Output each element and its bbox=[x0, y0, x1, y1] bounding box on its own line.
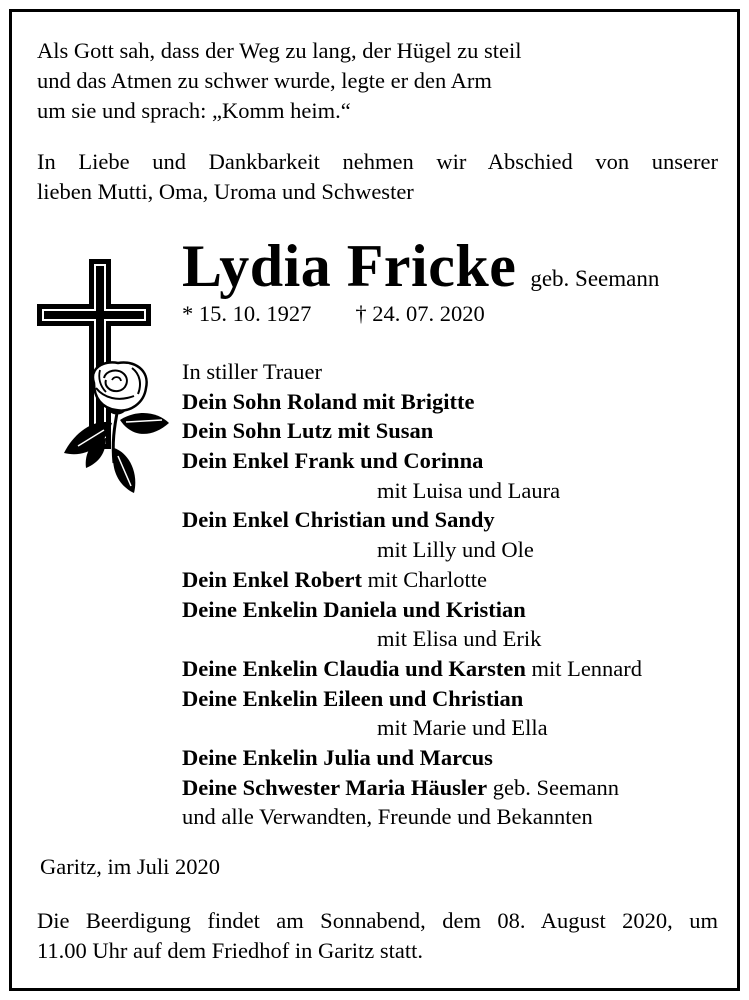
mourner-row bbox=[182, 624, 732, 654]
rose-icon bbox=[64, 362, 169, 493]
verse-line: und das Atmen zu schwer wurde, legte er den Arm bbox=[37, 68, 492, 93]
mourner-name: Dein Enkel Christian und Sandy bbox=[182, 507, 495, 533]
obituary-frame bbox=[9, 9, 740, 991]
mourner-name: Deine Enkelin Julia und Marcus bbox=[182, 744, 493, 770]
intro-line: In Liebe und Dankbarkeit nehmen wir Abschied von unserer bbox=[37, 149, 718, 174]
mourner-children: mit Luisa und Laura bbox=[377, 477, 561, 503]
mourners-heading: In stiller Trauer bbox=[182, 359, 322, 384]
cross-icon bbox=[34, 248, 174, 498]
mourner-row bbox=[182, 595, 732, 625]
mourner-row bbox=[182, 535, 732, 565]
intro-line: lieben Mutti, Oma, Uroma und Schwester bbox=[37, 179, 414, 204]
birth-date: * 15. 10. 1927 bbox=[182, 301, 312, 326]
mourner-children: mit Marie und Ella bbox=[377, 715, 548, 741]
mourner-name: Dein Sohn Lutz mit Susan bbox=[182, 418, 434, 444]
mourner-name: Dein Sohn Roland mit Brigitte bbox=[182, 388, 475, 414]
mourner-addition: mit Charlotte bbox=[362, 566, 487, 592]
mourner-row bbox=[182, 446, 732, 476]
mourner-children: mit Elisa und Erik bbox=[377, 626, 542, 652]
mourner-row bbox=[182, 654, 732, 684]
death-date: † 24. 07. 2020 bbox=[355, 301, 485, 326]
life-dates bbox=[182, 299, 485, 329]
mourner-row bbox=[182, 684, 732, 714]
mourners-closing: und alle Verwandten, Freunde und Bekannten bbox=[182, 804, 593, 830]
intro-text bbox=[37, 147, 718, 207]
verse-line: um sie und sprach: „Komm heim.“ bbox=[37, 98, 351, 123]
maiden-name: geb. Seemann bbox=[530, 266, 660, 291]
funeral-line: Die Beerdigung findet am Sonnabend, dem 08. August 2020, um bbox=[37, 908, 718, 933]
mourner-addition: mit Lennard bbox=[525, 655, 643, 681]
mourner-name: Deine Schwester Maria Häusler bbox=[182, 774, 488, 800]
mourner-name: Deine Enkelin Daniela und Kristian bbox=[182, 596, 526, 622]
funeral-notice bbox=[37, 906, 718, 966]
place-date: Garitz, im Juli 2020 bbox=[40, 854, 220, 879]
mourner-addition: geb. Seemann bbox=[487, 774, 619, 800]
mourner-row bbox=[182, 387, 732, 417]
verse-line: Als Gott sah, dass der Weg zu lang, der Hügel zu steil bbox=[37, 38, 522, 63]
mourners-list bbox=[182, 357, 732, 832]
deceased-name-row bbox=[182, 234, 659, 298]
mourner-row bbox=[182, 416, 732, 446]
memorial-verse bbox=[37, 36, 717, 126]
mourner-row bbox=[182, 713, 732, 743]
deceased-name: Lydia Fricke bbox=[182, 233, 517, 299]
mourner-row bbox=[182, 743, 732, 773]
mourner-row bbox=[182, 505, 732, 535]
funeral-line: 11.00 Uhr auf dem Friedhof in Garitz statt. bbox=[37, 938, 423, 963]
mourner-name: Deine Enkelin Eileen und Christian bbox=[182, 685, 524, 711]
mourner-row bbox=[182, 476, 732, 506]
mourner-name: Deine Enkelin Claudia und Karsten bbox=[182, 655, 526, 681]
cross-and-rose bbox=[34, 248, 174, 498]
mourner-children: mit Lilly und Ole bbox=[377, 537, 534, 563]
mourner-row bbox=[182, 773, 732, 803]
mourner-name: Dein Enkel Frank und Corinna bbox=[182, 448, 484, 474]
mourner-name: Dein Enkel Robert bbox=[182, 566, 362, 592]
mourner-row bbox=[182, 565, 732, 595]
